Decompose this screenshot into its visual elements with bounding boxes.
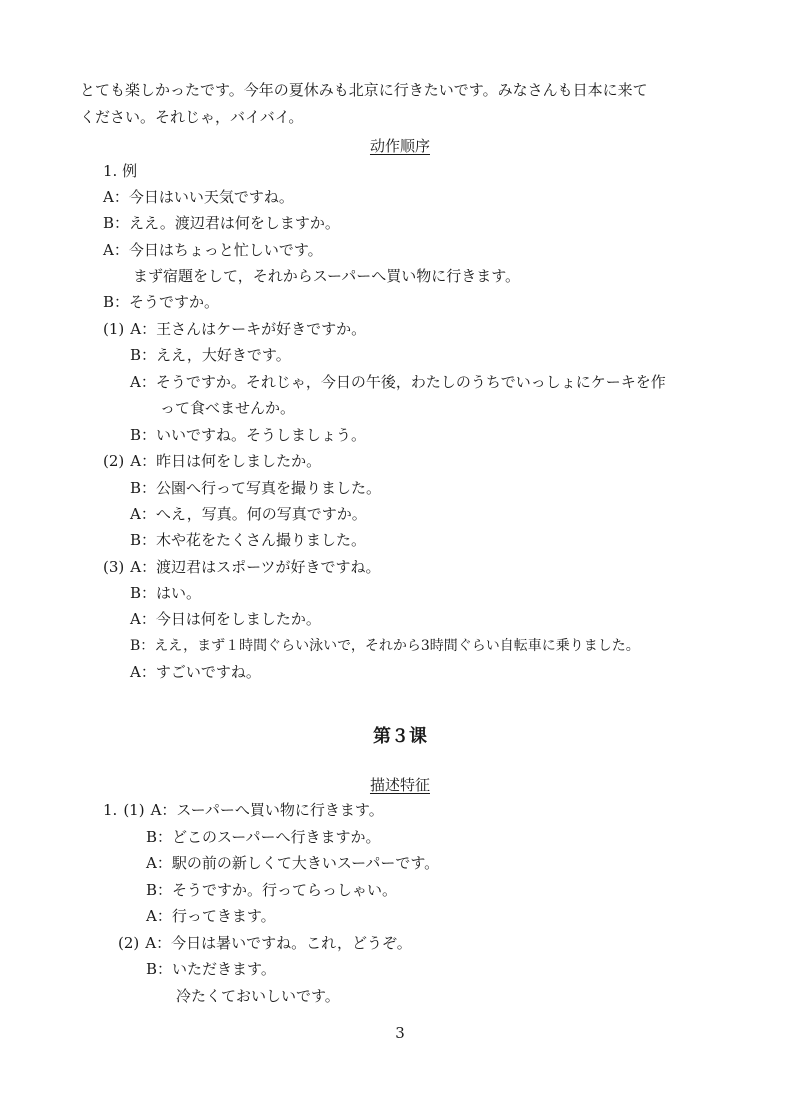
dialog-number: (3) bbox=[103, 558, 125, 576]
s2-dialog-2-line bbox=[176, 986, 340, 1006]
section-heading-description: 描述特征 bbox=[369, 776, 430, 794]
dialog-1-line bbox=[130, 372, 666, 392]
dialog-1-line bbox=[103, 319, 366, 339]
dialog-text: ええ，まず１時間ぐらい泳いで，それから3時間ぐらい自転車に乗りました。 bbox=[154, 638, 640, 654]
dialog-text: いいですね。そうしましょう。 bbox=[156, 426, 367, 444]
speaker-label: B： bbox=[103, 293, 130, 311]
s2-dialog-1-line bbox=[146, 827, 381, 847]
example-line bbox=[103, 292, 219, 312]
example-line bbox=[103, 187, 294, 207]
s2-dialog-1-line bbox=[146, 853, 439, 873]
dialog-3-line bbox=[130, 609, 321, 629]
lesson-title: 第３课 bbox=[373, 726, 427, 747]
example-label: 1. 例 bbox=[103, 162, 138, 180]
dialog-text: 渡辺君はスポーツが好きですね。 bbox=[156, 558, 381, 576]
example-line bbox=[103, 240, 323, 260]
speaker-label: A： bbox=[145, 934, 172, 952]
dialog-text: 公園へ行って写真を撮りました。 bbox=[156, 479, 382, 497]
page-number: 3 bbox=[395, 1024, 405, 1042]
dialog-3-line bbox=[130, 583, 201, 603]
dialog-text: すごいですね。 bbox=[155, 663, 261, 681]
dialog-3-line bbox=[130, 636, 640, 656]
dialog-text: 今日はいい天気ですね。 bbox=[128, 188, 294, 206]
speaker-label: B： bbox=[130, 584, 157, 602]
section-heading-sequence: 动作顺序 bbox=[369, 137, 430, 155]
dialog-2-line bbox=[103, 451, 321, 471]
dialog-3-line bbox=[103, 557, 381, 577]
speaker-label: A： bbox=[130, 373, 156, 391]
s2-dialog-2-line bbox=[118, 933, 412, 953]
speaker-label: B： bbox=[130, 479, 157, 497]
intro-line-1: とても楽しかったです。今年の夏休みも北京に行きたいです。みなさんも日本に来て bbox=[80, 81, 648, 99]
dialog-text: そうですか。 bbox=[129, 293, 220, 311]
speaker-label: A： bbox=[130, 663, 156, 681]
example-line bbox=[103, 213, 340, 233]
speaker-label: A： bbox=[146, 907, 172, 925]
dialog-text: 今日はちょっと忙しいです。 bbox=[128, 241, 323, 259]
s2-dialog-1-line bbox=[103, 800, 384, 820]
speaker-label: A： bbox=[130, 610, 156, 628]
dialog-text: 今日は暑いですね。これ，どうぞ。 bbox=[171, 934, 412, 952]
dialog-2-line bbox=[130, 478, 381, 498]
dialog-text: スーパーへ買い物に行きます。 bbox=[176, 801, 384, 819]
dialog-text: 木や花をたくさん撮りました。 bbox=[156, 531, 367, 549]
s2-dialog-2-line bbox=[146, 959, 276, 979]
dialog-text: いただきます。 bbox=[172, 960, 276, 978]
speaker-label: A： bbox=[103, 241, 129, 259]
dialog-text: はい。 bbox=[156, 584, 202, 602]
dialog-number: (1) bbox=[123, 801, 145, 819]
dialog-1-line bbox=[130, 345, 291, 365]
dialog-number: (2) bbox=[118, 934, 140, 952]
s2-dialog-1-line bbox=[146, 880, 397, 900]
dialog-1-line bbox=[160, 398, 295, 418]
speaker-label: B： bbox=[130, 426, 157, 444]
speaker-label: A： bbox=[150, 801, 177, 819]
speaker-label: B： bbox=[146, 960, 173, 978]
speaker-label: B： bbox=[130, 638, 155, 654]
dialog-text: 王さんはケーキが好きですか。 bbox=[156, 320, 367, 338]
speaker-label: A： bbox=[130, 558, 157, 576]
speaker-label: B： bbox=[146, 881, 173, 899]
example-line bbox=[133, 266, 520, 286]
dialog-text: 冷たくておいしいです。 bbox=[176, 987, 340, 1005]
dialog-text: まず宿題をして，それからスーパーへ買い物に行きます。 bbox=[133, 267, 521, 285]
speaker-label: B： bbox=[130, 346, 157, 364]
speaker-label: A： bbox=[130, 505, 156, 523]
speaker-label: A： bbox=[130, 320, 157, 338]
dialog-text: 駅の前の新しくて大きいスーパーです。 bbox=[171, 854, 440, 872]
dialog-text: 今日は何をしましたか。 bbox=[155, 610, 321, 628]
dialog-text: へえ，写真。何の写真ですか。 bbox=[155, 505, 367, 523]
dialog-2-line bbox=[130, 530, 366, 550]
dialog-text: ええ。渡辺君は何をしますか。 bbox=[129, 214, 340, 232]
dialog-text: ええ，大好きです。 bbox=[156, 346, 291, 364]
dialog-text: そうですか。行ってらっしゃい。 bbox=[172, 881, 398, 899]
s2-dialog-1-line bbox=[146, 906, 276, 926]
speaker-label: A： bbox=[130, 452, 157, 470]
speaker-label: B： bbox=[130, 531, 157, 549]
speaker-label: B： bbox=[146, 828, 173, 846]
dialog-text: どこのスーパーへ行きますか。 bbox=[172, 828, 381, 846]
item-label: 1. bbox=[103, 801, 118, 819]
dialog-text: 行ってきます。 bbox=[171, 907, 276, 925]
dialog-text: 昨日は何をしましたか。 bbox=[156, 452, 322, 470]
dialog-2-line bbox=[130, 504, 367, 524]
dialog-1-line bbox=[130, 425, 366, 445]
intro-line-2: ください。それじゃ，バイバイ。 bbox=[80, 108, 304, 126]
dialog-3-line bbox=[130, 662, 261, 682]
dialog-text: そうですか。それじゃ，今日の午後，わたしのうちでいっしょにケーキを作 bbox=[155, 373, 666, 391]
dialog-text: って食べませんか。 bbox=[160, 399, 296, 417]
speaker-label: B： bbox=[103, 214, 130, 232]
dialog-number: (1) bbox=[103, 320, 125, 338]
speaker-label: A： bbox=[103, 188, 129, 206]
dialog-number: (2) bbox=[103, 452, 125, 470]
speaker-label: A： bbox=[146, 854, 172, 872]
